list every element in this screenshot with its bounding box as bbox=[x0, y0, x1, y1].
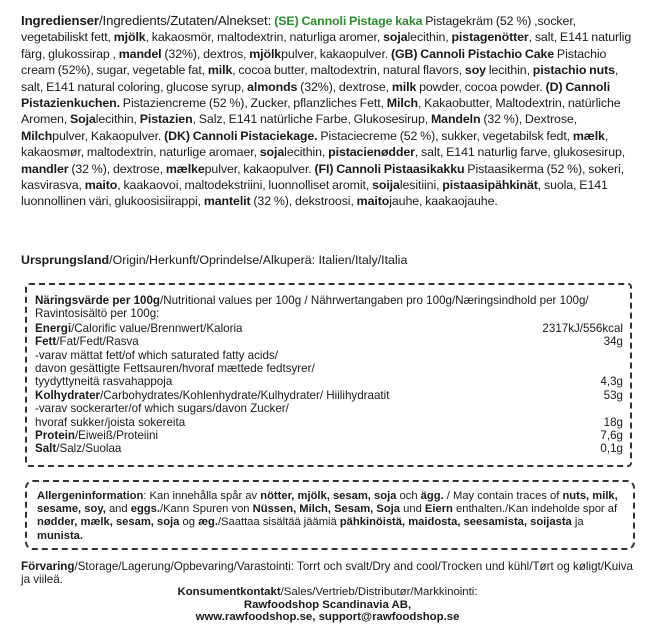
allergen-emphasis: (FI) Cannoli Pistaasikakku bbox=[314, 161, 465, 176]
allergen-emphasis: pähkinöistä, maidosta, seesamista, soijasta bbox=[339, 516, 572, 529]
text-run: jauhe, kaakaojauhe. bbox=[389, 194, 498, 209]
allergen-emphasis: mandel bbox=[118, 46, 162, 61]
nutrition-heading bbox=[35, 294, 623, 321]
contact-web-email: www.rawfoodshop.se, support@rawfoodshop.se bbox=[195, 611, 460, 624]
nutrition-row-energy bbox=[35, 322, 623, 335]
text-run: lecithin, bbox=[95, 112, 140, 127]
nutrition-heading-text: /Nutritional values per 100g / Nährwertangaben pro 100g/Næringsindhold per 100g/ Ravintosisältö per 100g: bbox=[35, 294, 589, 321]
text-run: /Saattaa sisältää jäämiä bbox=[217, 516, 340, 529]
origin-text: /Origin/Herkunft/Oprindelse/Alkuperä: Italien/Italy/Italia bbox=[109, 253, 408, 267]
allergen-emphasis: milk bbox=[391, 79, 417, 94]
allergen-emphasis: Allergeninformation bbox=[37, 490, 144, 502]
allergen-emphasis: milk bbox=[207, 63, 233, 78]
allergen-emphasis: Mandeln bbox=[430, 112, 481, 127]
nutrition-row-protein bbox=[35, 429, 623, 442]
allergen-emphasis: Milch bbox=[21, 128, 53, 143]
allergen-emphasis: soija bbox=[372, 178, 400, 193]
text-run: and bbox=[105, 503, 131, 516]
text-run: (32%), dextrose, bbox=[297, 79, 392, 94]
text-run: , Kakaobutter, Maltodextrin, natürliche Aromen, bbox=[21, 96, 621, 127]
salt-translations: /Salz/Suolaa bbox=[56, 442, 122, 456]
text-run: Pistagekräm (52 %) ,socker, vegetabiliskt fett, bbox=[21, 14, 577, 45]
text-run: / May contain traces of bbox=[443, 490, 563, 502]
sugars-value: 18g bbox=[603, 415, 623, 429]
allergen-emphasis: maito bbox=[356, 194, 390, 209]
storage-instructions bbox=[21, 560, 639, 587]
ingredients-list bbox=[21, 13, 639, 210]
saturated-fat-value: 4,3g bbox=[600, 375, 623, 389]
origin-label: Ursprungsland bbox=[21, 253, 110, 267]
allergen-emphasis: Nüssen, Milch, Sesam, Soja bbox=[252, 503, 401, 516]
allergen-emphasis: (D) Cannoli Pistazienkuchen. bbox=[21, 79, 611, 111]
allergen-emphasis: Pistazien bbox=[139, 112, 193, 127]
ingredients-title-translations: /Ingredients/Zutaten/Alnekset: bbox=[98, 13, 275, 28]
nutrition-row-carbohydrates bbox=[35, 389, 623, 402]
text-run: , kakaosmør, maltodextrin, naturlige aromaer, bbox=[21, 128, 609, 160]
nutrition-table bbox=[25, 283, 632, 467]
text-run: (32 %), Dextrose, bbox=[480, 112, 578, 127]
allergen-emphasis: soja bbox=[259, 145, 285, 160]
se-product-name: (SE) Cannoli Pistage kaka bbox=[274, 14, 423, 28]
text-run: (32 %), dextrose, bbox=[68, 161, 166, 176]
text-run: lesitiini, bbox=[399, 178, 443, 193]
text-run: og bbox=[179, 516, 199, 529]
text-run: pulver, kakaopulver. bbox=[204, 161, 315, 176]
allergen-emphasis: ägg. bbox=[420, 490, 444, 502]
allergen-emphasis: soja bbox=[383, 30, 408, 45]
text-run: pulver, Kakaopulver. bbox=[52, 128, 165, 143]
text-run: , suola, E141 luonnollinen väri, glukoosisiirappi, bbox=[21, 178, 608, 209]
nutrition-heading-label: Näringsvärde per 100g bbox=[35, 294, 161, 307]
allergen-emphasis: pistachio nuts bbox=[532, 63, 615, 78]
salt-value: 0,1g bbox=[600, 442, 623, 456]
allergen-emphasis: Eiern bbox=[424, 503, 453, 516]
allergen-emphasis: pistacienødder bbox=[328, 145, 415, 160]
allergen-emphasis: æg. bbox=[198, 516, 218, 529]
allergen-emphasis: pistagenötter bbox=[451, 30, 529, 45]
text-run: : Kan innehålla spår av bbox=[143, 490, 261, 502]
sugars-label-line2: hvoraf sukker/joista sokereita bbox=[35, 415, 186, 429]
allergen-emphasis: mælk bbox=[572, 128, 605, 143]
storage-label: Förvaring bbox=[21, 560, 75, 573]
fat-translations: /Fat/Fedt/Rasva bbox=[56, 335, 139, 349]
nutrition-row-salt bbox=[35, 442, 623, 455]
text-run: enthalten./Kan indeholde spor af bbox=[452, 503, 618, 516]
saturated-fat-label-line3: tyydyttyneitä rasvahappoja bbox=[35, 375, 173, 389]
text-run: och bbox=[396, 490, 421, 502]
saturated-fat-label-line2: davon gesättigte Fettsauren/hvoraf mættede fedtsyrer/ bbox=[35, 362, 315, 376]
carbohydrates-value: 53g bbox=[603, 388, 623, 402]
text-run: Pistaasikerma (52 %), sokeri, kasvirasva, bbox=[21, 161, 625, 193]
allergen-emphasis: maito bbox=[84, 178, 118, 193]
storage-text: /Storage/Lagerung/Opbevaring/Varastointi: Torrt och svalt/Dry and cool/Trocken und kühl/Tørt og køligt/Kuiva ja viileä. bbox=[21, 560, 633, 587]
allergen-emphasis: Milch bbox=[386, 96, 418, 111]
protein-translations: /Eiweiß/Proteiini bbox=[74, 429, 159, 443]
allergen-emphasis: mantelit bbox=[203, 194, 251, 209]
text-run: , Salz, E141 natürliche Farbe, Glukosesirup, bbox=[192, 112, 431, 127]
text-run: lecithin, bbox=[284, 145, 329, 160]
contact-label: Konsumentkontakt bbox=[177, 586, 281, 598]
nutrition-row-saturated-fat bbox=[35, 375, 623, 388]
text-run: , kaakaovoi, maltodekstriini, luonnolliset aromit, bbox=[117, 178, 373, 193]
carbohydrates-translations: /Carbohydrates/Kohlenhydrate/Kulhydrater/ Hiilihydraatit bbox=[100, 388, 390, 402]
allergen-emphasis: Soja bbox=[69, 112, 96, 127]
text-run: lecithin, bbox=[485, 63, 533, 78]
protein-label: Protein bbox=[35, 429, 75, 443]
energy-label: Energi bbox=[35, 321, 72, 335]
text-run: lecithin, bbox=[407, 30, 452, 45]
text-run: Pistaciecreme (52 %), sukker, vegetabilsk fedt, bbox=[317, 128, 573, 143]
salt-label: Salt bbox=[35, 442, 57, 456]
allergen-emphasis: pistaasipähkinät bbox=[442, 178, 538, 193]
text-run: und bbox=[400, 503, 425, 516]
text-run: Pistachio cream (52%), sugar, vegetable fat, bbox=[21, 46, 607, 78]
protein-value: 7,6g bbox=[600, 429, 623, 443]
allergen-emphasis: almonds bbox=[247, 79, 298, 94]
allergen-information bbox=[25, 480, 635, 550]
text-run: ja bbox=[571, 516, 584, 529]
text-run: , salt, E141 naturlig färg, glukossirap , bbox=[21, 30, 632, 61]
allergen-emphasis: nötter, mjölk, sesam, soja bbox=[260, 490, 397, 502]
company-name: Rawfoodshop Scandinavia AB, bbox=[243, 598, 412, 611]
allergen-emphasis: nødder, mælk, sesam, soja bbox=[37, 516, 180, 529]
text-run: , kakaosmör, maltodextrin, naturliga aromer, bbox=[145, 30, 384, 45]
fat-label: Fett bbox=[35, 335, 57, 349]
allergen-emphasis: mandler bbox=[21, 161, 69, 176]
text-run: powder, cocoa powder. bbox=[416, 79, 546, 94]
energy-value: 2317kJ/556kcal bbox=[542, 321, 623, 335]
sugars-label-line1: -varav sockerarter/of which sugars/davon Zucker/ bbox=[35, 402, 289, 416]
nutrition-row-fat bbox=[35, 335, 623, 348]
allergen-emphasis: mjölk bbox=[249, 46, 282, 61]
allergen-emphasis: mælke bbox=[165, 161, 205, 176]
text-run: , salt, E141 naturlig farve, glukosesirup, bbox=[414, 145, 626, 160]
allergen-emphasis: (DK) Cannoli Pistaciekage. bbox=[164, 128, 318, 143]
fat-value: 34g bbox=[603, 335, 623, 349]
carbohydrates-label: Kolhydrater bbox=[35, 388, 101, 402]
allergen-emphasis: munista. bbox=[37, 529, 84, 542]
text-run: , salt, E141 natural coloring, glucose syrup, bbox=[21, 63, 619, 94]
allergen-emphasis: soy bbox=[464, 63, 486, 78]
text-run: (32 %), dekstroosi, bbox=[250, 194, 357, 209]
allergen-emphasis: eggs. bbox=[130, 503, 160, 516]
text-run: /Kann Spuren von bbox=[159, 503, 253, 516]
ingredients-title: Ingredienser bbox=[21, 13, 99, 28]
text-run: pulver, kakaopulver. bbox=[281, 46, 391, 61]
energy-translations: /Calorific value/Brennwert/Kaloria bbox=[71, 321, 243, 335]
allergen-emphasis: mjölk bbox=[113, 30, 146, 45]
consumer-contact bbox=[0, 586, 655, 624]
contact-translations: /Sales/Vertrieb/Distributør/Markkinointi: bbox=[280, 586, 478, 598]
country-of-origin bbox=[21, 252, 639, 268]
text-run: Pistaziencreme (52 %), Zucker, pflanzliches Fett, bbox=[119, 96, 387, 111]
saturated-fat-label-line1: -varav mättat fett/of which saturated fatty acids/ bbox=[35, 348, 278, 362]
text-run: , cocoa butter, maltodextrin, natural flavors, bbox=[232, 63, 465, 78]
nutrition-row-sugars bbox=[35, 416, 623, 429]
text-run: (32%), dextros, bbox=[161, 46, 250, 61]
allergen-emphasis: (GB) Cannoli Pistachio Cake bbox=[390, 46, 555, 61]
allergen-emphasis: nuts, milk, sesame, soy, bbox=[37, 490, 618, 516]
